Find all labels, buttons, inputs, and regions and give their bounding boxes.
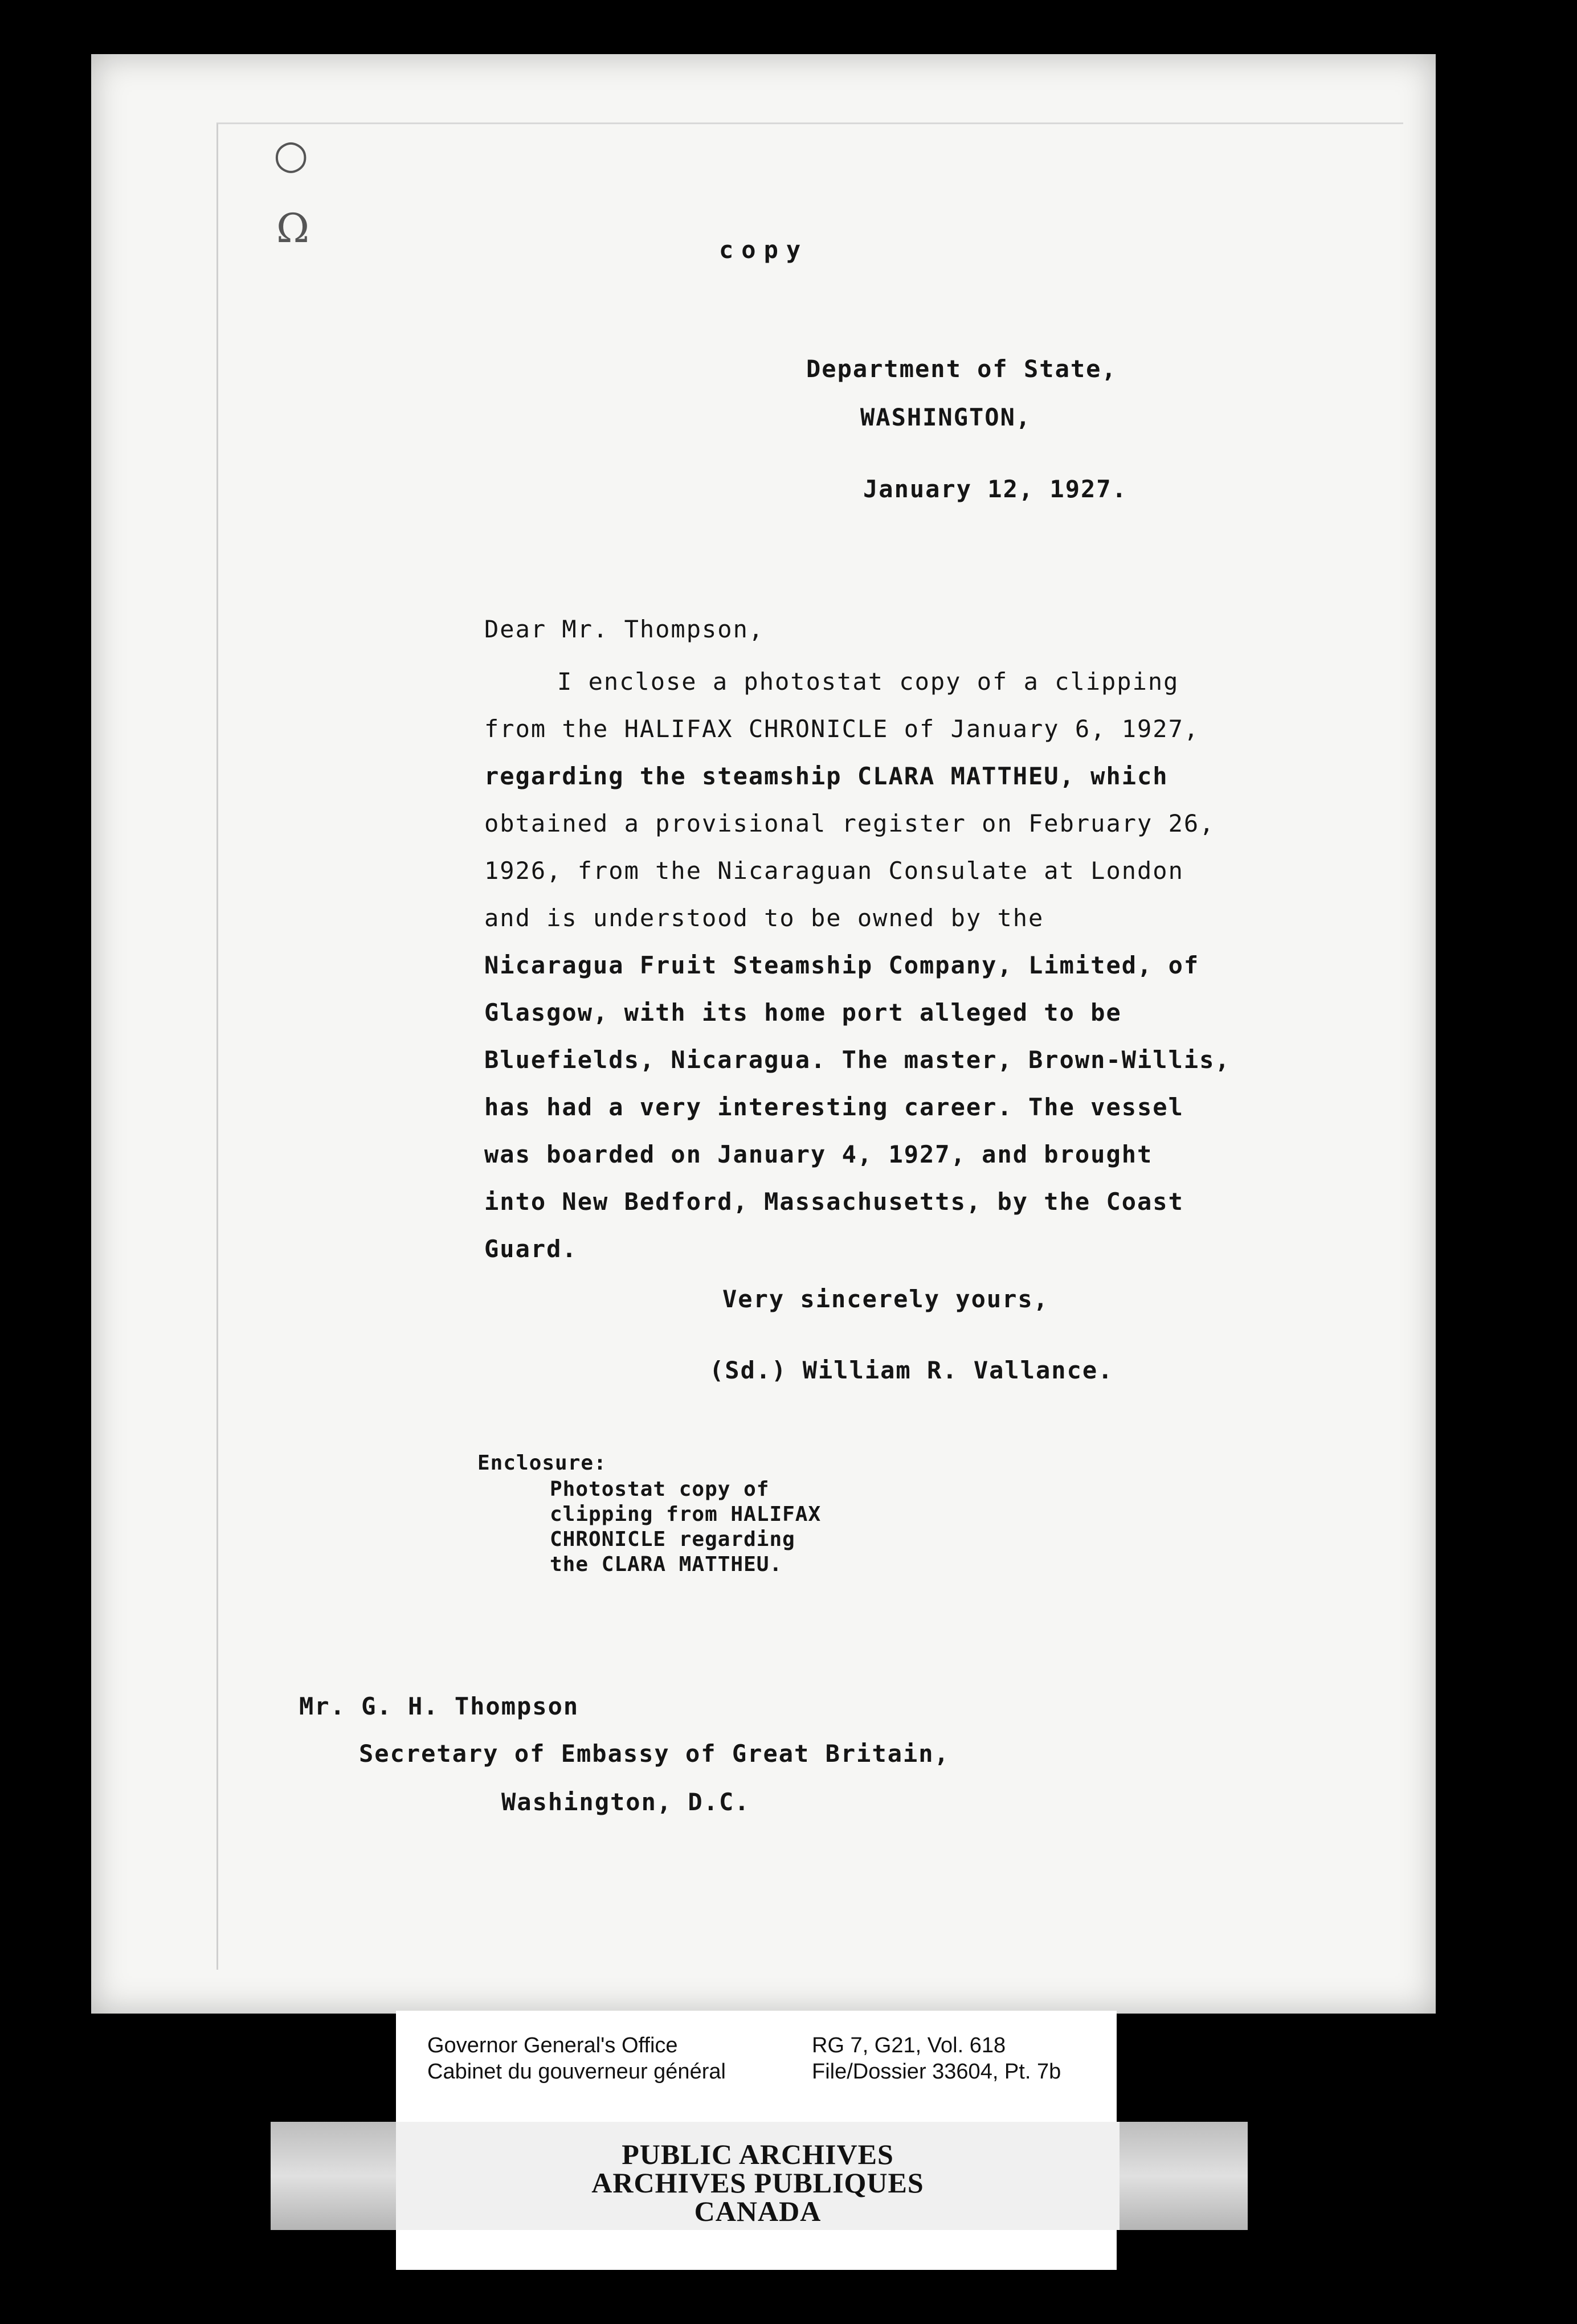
document-page <box>91 54 1436 2014</box>
enclosure-line: clipping from HALIFAX <box>550 1503 822 1526</box>
file-reference: File/Dossier 33604, Pt. 7b <box>812 2060 1061 2084</box>
archive-stamp <box>271 2122 1248 2230</box>
letter-date: January 12, 1927. <box>863 475 1127 503</box>
address-line: Mr. G. H. Thompson <box>299 1692 579 1720</box>
label-strip <box>396 2230 1117 2270</box>
stamp-line-country: CANADA <box>694 2195 822 2227</box>
salutation: Dear Mr. Thompson, <box>484 615 765 643</box>
body-line: was boarded on January 4, 1927, and brought <box>484 1140 1153 1168</box>
handwritten-margin-mark: Ω <box>276 205 310 252</box>
body-line: Nicaragua Fruit Steamship Company, Limited, of <box>484 951 1200 979</box>
stamp-line-fr: ARCHIVES PUBLIQUES <box>591 2167 924 2199</box>
address-line: Secretary of Embassy of Great Britain, <box>359 1740 950 1767</box>
body-line: and is understood to be owned by the <box>484 904 1044 932</box>
sender-city: WASHINGTON, <box>860 403 1032 431</box>
office-name-fr: Cabinet du gouverneur général <box>427 2060 726 2084</box>
body-line: 1926, from the Nicaraguan Consulate at London <box>484 857 1184 885</box>
sender-department: Department of State, <box>806 355 1117 383</box>
enclosure-line: CHRONICLE regarding <box>550 1528 795 1551</box>
enclosure-line: the CLARA MATTHEU. <box>550 1553 783 1576</box>
body-line: regarding the steamship CLARA MATTHEU, which <box>484 762 1169 790</box>
stamp-line-en: PUBLIC ARCHIVES <box>622 2138 894 2170</box>
body-line: has had a very interesting career. The vessel <box>484 1093 1184 1121</box>
body-line: into New Bedford, Massachusetts, by the Coast <box>484 1188 1184 1216</box>
handwritten-margin-mark: ○ <box>273 131 309 178</box>
body-line: Guard. <box>484 1235 578 1263</box>
record-group-reference: RG 7, G21, Vol. 618 <box>812 2034 1006 2057</box>
copy-heading: copy <box>719 236 809 264</box>
body-line: Glasgow, with its home port alleged to be <box>484 999 1122 1026</box>
body-line: from the HALIFAX CHRONICLE of January 6, 1927, <box>484 715 1200 743</box>
body-line: I enclose a photostat copy of a clipping <box>557 668 1179 695</box>
body-line: obtained a provisional register on February 26, <box>484 809 1215 837</box>
letter-closing: Very sincerely yours, <box>722 1285 1049 1313</box>
address-line: Washington, D.C. <box>501 1788 750 1816</box>
body-line: Bluefields, Nicaragua. The master, Brown-Willis, <box>484 1046 1231 1074</box>
office-name-en: Governor General's Office <box>427 2034 678 2057</box>
archive-reference-label <box>396 2011 1117 2122</box>
letter-signature: (Sd.) William R. Vallance. <box>709 1356 1114 1384</box>
enclosure-label: Enclosure: <box>477 1451 607 1475</box>
enclosure-line: Photostat copy of <box>550 1478 770 1501</box>
